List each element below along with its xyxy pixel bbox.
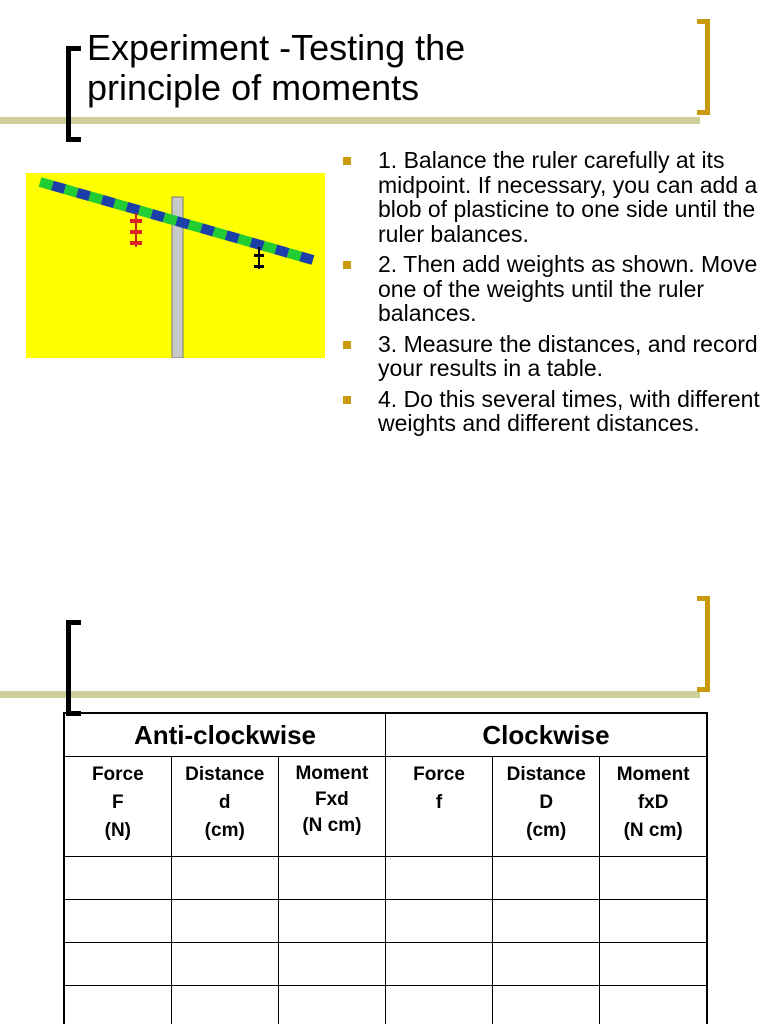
ruler-segment bbox=[225, 230, 240, 243]
ruler-segment bbox=[262, 241, 277, 254]
table-cell bbox=[493, 900, 600, 943]
bullet-icon bbox=[343, 341, 351, 349]
column-header bbox=[171, 757, 278, 857]
column-header-symbol: f bbox=[435, 792, 443, 813]
table-cell bbox=[493, 857, 600, 900]
column-header-name: Distance bbox=[506, 764, 586, 785]
ruler-segment bbox=[39, 177, 54, 190]
bullet-icon bbox=[343, 157, 351, 165]
ruler-segment bbox=[76, 188, 91, 201]
table-column-header-row bbox=[64, 757, 707, 857]
table-row bbox=[64, 857, 707, 900]
header-rule bbox=[0, 117, 700, 124]
column-header-unit: (N) bbox=[104, 820, 132, 841]
ruler-segment bbox=[101, 195, 116, 208]
table-row bbox=[64, 986, 707, 1024]
table-cell bbox=[600, 857, 707, 900]
column-header-unit: (cm) bbox=[204, 820, 245, 841]
table-cell bbox=[600, 986, 707, 1024]
column-header-name: Distance bbox=[185, 764, 265, 785]
column-header-unit: (cm) bbox=[526, 820, 567, 841]
column-header-name: Moment bbox=[616, 764, 690, 785]
ruler-segment bbox=[287, 248, 302, 261]
ruler-segment bbox=[88, 191, 103, 204]
slide-results-table bbox=[0, 512, 768, 1024]
instruction-item bbox=[343, 148, 763, 246]
table-cell bbox=[64, 900, 171, 943]
instruction-text: 1. Balance the ruler carefully at its midpoint. If necessary, you can add a blob of plasticine to one side until the ruler balances. bbox=[378, 147, 758, 247]
table-cell bbox=[171, 943, 278, 986]
results-table bbox=[63, 712, 708, 1024]
bullet-icon bbox=[343, 396, 351, 404]
column-header-symbol: d bbox=[218, 792, 231, 813]
instruction-item bbox=[343, 252, 763, 326]
table-row bbox=[64, 900, 707, 943]
right-bracket-decoration bbox=[697, 596, 710, 692]
table-cell bbox=[64, 857, 171, 900]
column-header-unit: (N cm) bbox=[302, 815, 362, 836]
ruler-segment bbox=[274, 245, 289, 258]
clockwise-header: Clockwise bbox=[385, 713, 707, 757]
instruction-item bbox=[343, 332, 763, 381]
table-cell bbox=[600, 943, 707, 986]
table-row bbox=[64, 943, 707, 986]
title-line-2: principle of moments bbox=[87, 67, 420, 108]
column-header bbox=[493, 757, 600, 857]
title-line-1: Experiment -Testing the bbox=[87, 27, 466, 68]
balance-diagram bbox=[26, 173, 325, 358]
table-cell bbox=[278, 943, 385, 986]
column-header-symbol: F bbox=[112, 792, 124, 813]
table-cell bbox=[64, 943, 171, 986]
column-header-name: Force bbox=[413, 764, 465, 785]
column-header bbox=[600, 757, 707, 857]
instruction-list bbox=[343, 148, 763, 442]
table-cell bbox=[171, 900, 278, 943]
ruler-segment bbox=[138, 206, 153, 219]
left-bracket-decoration bbox=[66, 46, 81, 142]
column-header-unit: (N cm) bbox=[623, 820, 683, 841]
table-cell bbox=[64, 986, 171, 1024]
instruction-text: 2. Then add weights as shown. Move one of the weights until the ruler balances. bbox=[378, 251, 758, 326]
table-cell bbox=[278, 986, 385, 1024]
page-title bbox=[87, 28, 647, 108]
instruction-text: 3. Measure the distances, and record your results in a table. bbox=[378, 330, 758, 381]
column-header-name: Moment bbox=[295, 763, 369, 784]
table-cell bbox=[600, 900, 707, 943]
header-rule bbox=[0, 691, 700, 698]
table-group-header-row bbox=[64, 713, 707, 757]
column-header bbox=[278, 757, 385, 857]
table-cell bbox=[171, 986, 278, 1024]
ruler-segment bbox=[212, 227, 227, 240]
ruler-segment bbox=[200, 223, 215, 236]
right-bracket-decoration bbox=[697, 19, 710, 115]
column-header-name: Force bbox=[91, 764, 144, 785]
table-cell bbox=[385, 900, 492, 943]
table-cell bbox=[278, 900, 385, 943]
table-cell bbox=[493, 943, 600, 986]
ruler-segment bbox=[51, 181, 66, 194]
table-cell bbox=[385, 857, 492, 900]
balance-diagram-svg bbox=[26, 173, 325, 358]
column-header bbox=[385, 757, 492, 857]
left-bracket-decoration bbox=[66, 620, 81, 716]
column-header-symbol: D bbox=[539, 792, 554, 813]
ruler-segment bbox=[150, 209, 165, 222]
ruler-segment bbox=[125, 202, 140, 215]
ruler-segment bbox=[250, 237, 265, 250]
instruction-item bbox=[343, 387, 763, 436]
instruction-text: 4. Do this several times, with different weights and different distances. bbox=[378, 385, 760, 436]
column-header-symbol: Fxd bbox=[315, 789, 349, 810]
column-header-symbol: fxD bbox=[637, 792, 669, 813]
ruler-segment bbox=[237, 234, 252, 247]
ruler-segment bbox=[113, 198, 128, 211]
table-cell bbox=[385, 986, 492, 1024]
left-weight bbox=[130, 213, 142, 247]
ruler-segment bbox=[188, 220, 203, 233]
table-cell bbox=[385, 943, 492, 986]
ruler-segment bbox=[63, 184, 78, 197]
anticlockwise-header: Anti-clockwise bbox=[64, 713, 385, 757]
ruler-segment bbox=[299, 252, 314, 265]
bullet-icon bbox=[343, 261, 351, 269]
table-cell bbox=[278, 857, 385, 900]
column-header bbox=[64, 757, 171, 857]
table-cell bbox=[171, 857, 278, 900]
table-cell bbox=[493, 986, 600, 1024]
